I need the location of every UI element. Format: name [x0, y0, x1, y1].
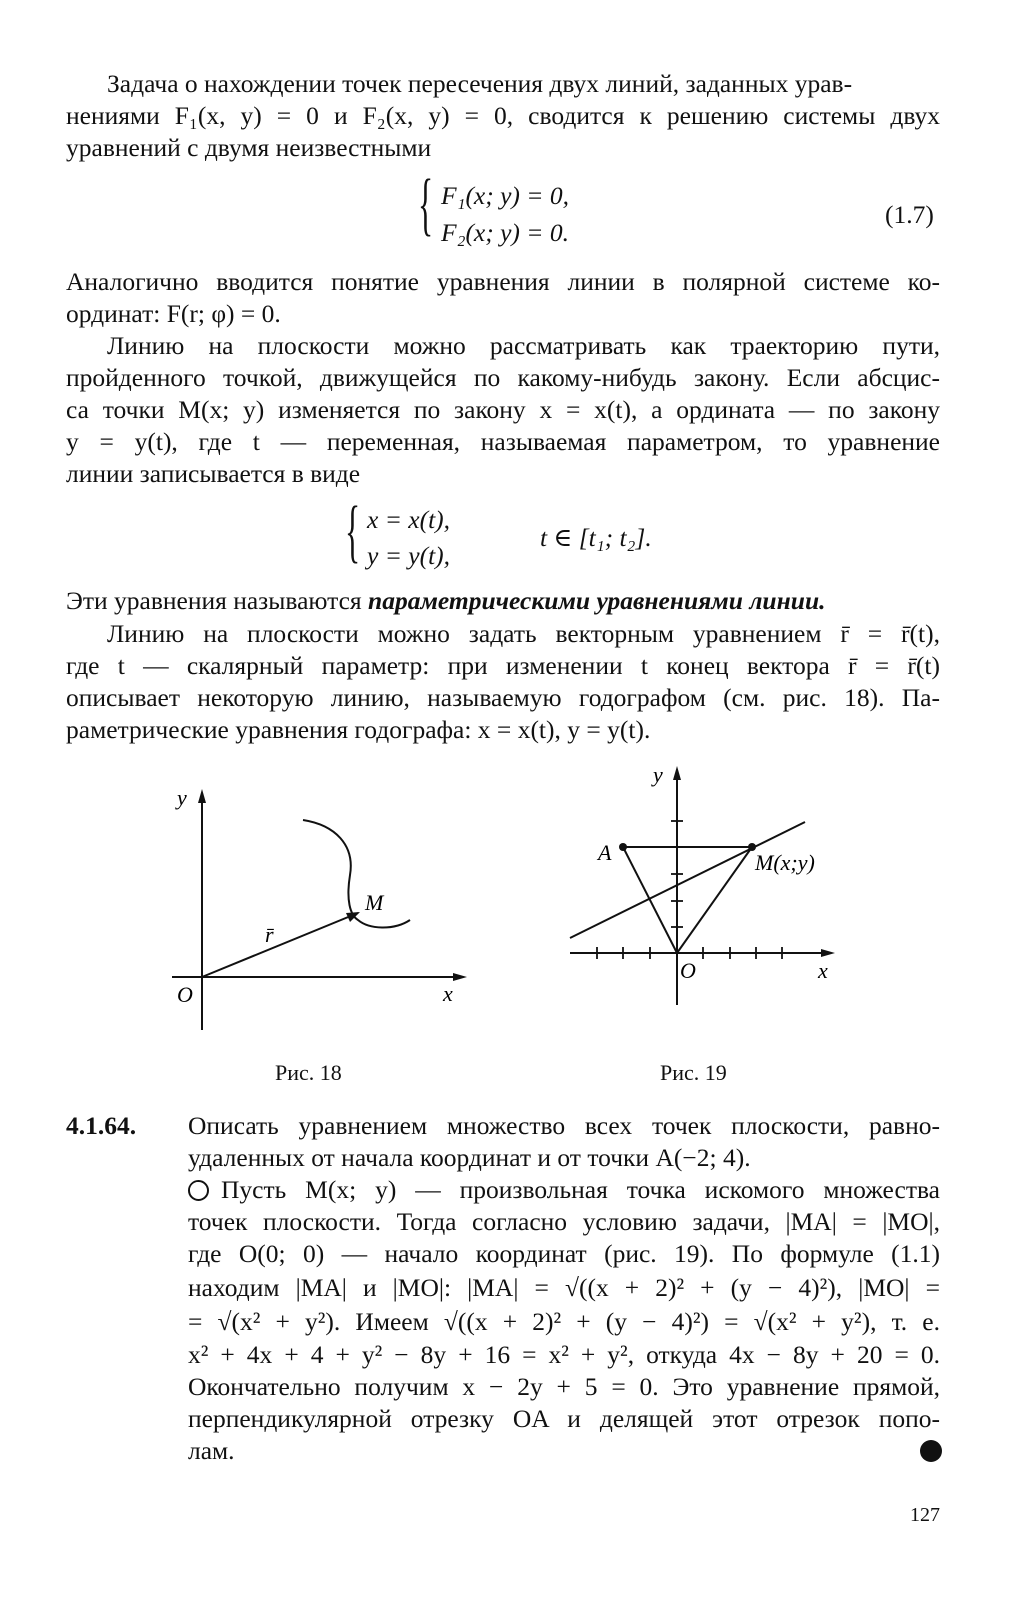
x-axis-label: x: [443, 981, 453, 1006]
equation-line: F₂(x; y) = 0.: [441, 218, 570, 247]
text-line: уравнений с двумя неизвестными: [66, 133, 432, 162]
text-line: [66, 585, 826, 617]
point-M-label: M(x;y): [755, 850, 815, 875]
solution-line: Окончательно получим x − 2y + 5 = 0. Это уравнение прямой,: [188, 1372, 940, 1401]
solution-line: Пусть M(x; y) — произвольная точка искомого множества: [221, 1175, 940, 1204]
origin-label: O: [680, 958, 696, 983]
text-line: описывает некоторую линию, называемую годографом (см. рис. 18). Па-: [66, 683, 940, 712]
origin-label: O: [177, 982, 193, 1007]
equation-line: F₁(x; y) = 0,: [441, 181, 570, 210]
equation-line: y = y(t),: [367, 541, 451, 570]
solution-line: = √(x² + y²). Имеем √((x + 2)² + (y − 4)²) = √(x² + y²), т. е.: [188, 1307, 940, 1336]
solution-line: лам.: [188, 1436, 235, 1465]
x-axis-arrow: [453, 973, 467, 981]
figure-18: [160, 775, 480, 1040]
y-axis-label: y: [653, 762, 663, 787]
solution-line: где O(0; 0) — начало координат (рис. 19). По формуле (1.1): [188, 1239, 940, 1268]
point-A-label: A: [598, 840, 612, 865]
solution-line: перпендикулярной отрезку OA и делящей этот отрезок попо-: [188, 1404, 940, 1433]
solution-line: находим |MA| и |MO|: |MA| = √((x + 2)² + (y − 4)²), |MO| =: [188, 1273, 940, 1302]
vector-label: r̄: [265, 922, 274, 947]
x-axis-label: x: [818, 958, 828, 983]
left-brace: {: [345, 493, 361, 570]
text-plain: Эти уравнения называются: [66, 586, 369, 615]
solution-line: точек плоскости. Тогда согласно условию задачи, |MA| = |MO|,: [188, 1207, 940, 1236]
figure-19: [560, 760, 860, 1045]
y-axis-label: y: [177, 785, 187, 810]
text-line: Линию на плоскости можно задать векторным уравнением r̄ = r̄(t),: [107, 619, 940, 648]
text-line: y = y(t), где t — переменная, называемая параметром, то уравнение: [66, 427, 940, 456]
solution-line: x² + 4x + 4 + y² − 8y + 16 = x² + y², откуда 4x − 8y + 20 = 0.: [188, 1340, 940, 1369]
figure-18-caption: Рис. 18: [275, 1060, 342, 1085]
y-axis-arrow: [673, 766, 681, 780]
text-line: Задача о нахождении точек пересечения двух линий, заданных урав-: [107, 69, 853, 98]
y-axis-arrow: [198, 789, 206, 803]
problem-number: 4.1.64.: [66, 1111, 137, 1140]
left-brace: {: [418, 166, 434, 243]
text-line: раметрические уравнения годографа: x = x(t), y = y(t).: [66, 715, 651, 744]
text-line: где t — скалярный параметр: при изменении t конец вектора r̄ = r̄(t): [66, 651, 940, 680]
parameter-range: t ∈ [t₁; t₂].: [540, 523, 652, 552]
figure-19-caption: Рис. 19: [660, 1060, 727, 1085]
point-label: M: [365, 890, 384, 915]
text-line: Аналогично вводится понятие уравнения линии в полярной системе ко-: [66, 267, 940, 296]
hodograph-curve: [303, 820, 410, 928]
text-line: пройденного точкой, движущейся по какому-нибудь закону. Если абсцис-: [66, 363, 940, 392]
x-axis-arrow: [821, 949, 835, 957]
radius-vector: [202, 913, 358, 977]
text-line: са точки M(x; y) изменяется по закону x = x(t), а ордината — по закону: [66, 395, 940, 424]
point-A-dot: [619, 843, 627, 851]
text-line: нениями F₁(x, y) = 0 и F₂(x, y) = 0, сводится к решению системы двух: [66, 101, 940, 130]
equation-number: (1.7): [885, 200, 934, 229]
segment-AO: [623, 847, 677, 953]
solution-end-icon: [920, 1440, 942, 1462]
axis-ticks: [597, 821, 782, 959]
page-number: 127: [910, 1504, 940, 1526]
solution-start-icon: [188, 1180, 209, 1201]
equation-line: x = x(t),: [367, 505, 451, 534]
text-line: ординат: F(r; φ) = 0.: [66, 299, 281, 328]
text-line: линии записывается в виде: [66, 459, 361, 488]
solution-start-line: [188, 1174, 940, 1206]
text-emphasis: параметрическими уравнениями линии.: [368, 586, 826, 615]
problem-statement-line: удаленных от начала координат и от точки A(−2; 4).: [188, 1143, 751, 1172]
segment-MO: [677, 847, 752, 953]
problem-statement-line: Описать уравнением множество всех точек плоскости, равно-: [188, 1111, 940, 1140]
text-line: Линию на плоскости можно рассматривать как траекторию пути,: [107, 331, 940, 360]
